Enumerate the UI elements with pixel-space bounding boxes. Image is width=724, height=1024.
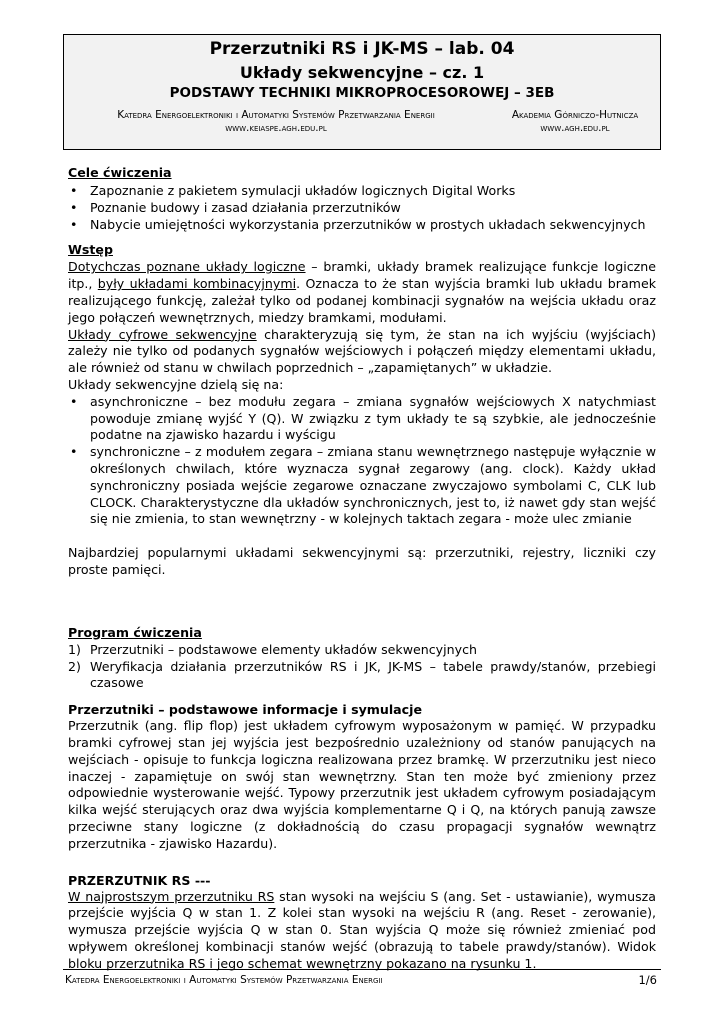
university-block [496, 109, 654, 135]
underlined-term: Układy cyfrowe sekwencyjne [68, 326, 257, 342]
text-run: . Oznacza to że stan wyjścia bramki lub układu bramek realizującego funkcję, zależał tylko od podanej kombinacji sygnałów na wejścia układu oraz jego połączeń wewnętrznych, miedzy bramkami, modułami. [68, 276, 656, 325]
text-run: charakteryzują się tym, że stan na ich wyjściu (wyjściach) zależy nie tylko od podanych sygnałów wejściowych i połączeń między elementami układu, ale również od stanu w chwilach poprzednich – „zapamiętanych” w układzie. [68, 326, 656, 376]
flipflop-paragraph: Przerzutnik (ang. flip flop) jest układem cyfrowym wyposażonym w pamięć. W przypadku bramki cyfrowej stan jej wyjścia jest bezpośrednio uzależniony od stanów panujących na wejściach - opisuje to funkcja logiczna realizowana przez bramkę. W przerzutniku jest nieco inaczej - zapamiętuje on swój stan wewnętrzny. Stan ten może być zmieniony przez odpowiednie wysterowanie wejść. Typowy przerzutnik jest układem cyfrowym posiadającym kilka wejść sterujących oraz dwa wyjścia komplementarne Q i Q, na których panują zawsze przeciwne stany logiczne (z dokładnością do czasu propagacji sygnałów wewnątrz przerzutnika - zjawisko Hazardu). [68, 718, 656, 851]
text-run: stan wysoki na wejściu S (ang. Set - ustawianie), wymusza przejście wyjścia Q w stan 1. Z kolei stan wysoki na wejściu R (ang. Reset - zerowanie), wymusza przejście wyjścia Q w stan 0. Stan wyjścia Q może się również zmieniać pod wpływem określonej kombinacji stanów wejść (obrazują to tabele prawdy/stanów). Widok bloku przerzutnika RS i jego schemat wewnętrzny pokazano na rysunku 1. [68, 888, 656, 971]
underlined-term: były układami kombinacyjnymi [97, 276, 297, 292]
list-item: • synchroniczne – z modułem zegara – zmiana stanu wewnętrznego następuje wyłącznie w określonych chwilach, które wyznacza sygnał zegarowy (ang. clock). Każdy układ synchroniczny posiada wejście zegarowe oznaczane zwyczajowo symbolami C, CLK lub CLOCK. Charakterystyczne dla układów synchronicznych, jest to, iż nawet gdy stan wejść się nie zmienia, to stan wewnętrzny - w kolejnych taktach zegara - może ulec zmianie [68, 444, 656, 528]
sequential-types-list [68, 394, 656, 528]
intro-paragraph-4: Najbardziej popularnymi układami sekwencyjnymi są: przerzutniki, rejestry, liczniki czy proste pamięci. [68, 545, 656, 577]
course-title: PODSTAWY TECHNIKI MIKROPROCESOROWEJ – 3EB [169, 85, 555, 101]
list-text: Przerzutniki – podstawowe elementy układów sekwencyjnych [90, 641, 477, 657]
footer-department: Katedra Energoelektroniki i Automatyki Systemów Przetwarzania Energii [65, 974, 383, 986]
list-item: • Nabycie umiejętności wykorzystania przerzutników w prostych układach sekwencyjnych [68, 217, 656, 234]
department-url: www.keiaspe.agh.edu.pl [225, 122, 327, 134]
section-heading-przerzutniki: Przerzutniki – podstawowe informacje i symulacje [68, 702, 423, 718]
goals-list [68, 183, 656, 233]
program-list [68, 642, 656, 692]
page-footer [63, 969, 661, 987]
list-item: • Zapoznanie z pakietem symulacji układów logicznych Digital Works [68, 183, 656, 200]
list-text: Weryfikacja działania przerzutników RS i JK, JK-MS – tabele prawdy/stanów, przebiegi czasowe [90, 658, 656, 691]
department-name: Katedra Energoelektroniki i Automatyki Systemów Przetwarzania Energii [117, 109, 435, 121]
page-number: 1/6 [638, 973, 657, 987]
intro-paragraph-2 [68, 327, 656, 377]
lab-subtitle: Układy sekwencyjne – cz. 1 [239, 63, 485, 82]
section-heading-wstep: Wstęp [68, 242, 113, 258]
list-item: • asynchroniczne – bez modułu zegara – zmiana sygnałów wejściowych X natychmiast powoduje zmianę wyjść Y (Q). W związku z tym układy te są szybkie, ale jednocześnie podatne na zjawisko hazardu i wyścigu [68, 394, 656, 444]
underlined-term: W najprostszym przerzutniku RS [68, 888, 275, 904]
intro-paragraph-1 [68, 259, 656, 326]
lab-title: Przerzutniki RS i JK-MS – lab. 04 [209, 39, 515, 59]
intro-paragraph-3: Układy sekwencyjne dzielą się na: [68, 376, 284, 392]
list-item [68, 659, 656, 693]
list-item: • Poznanie budowy i zasad działania przerzutników [68, 200, 656, 217]
list-number: 1) [68, 641, 81, 657]
document-body [68, 164, 656, 972]
list-number: 2) [68, 658, 81, 674]
university-name: Akademia Górniczo-Hutnicza [511, 109, 639, 121]
university-url: www.agh.edu.pl [540, 122, 610, 134]
underlined-term: Dotychczas poznane układy logiczne [68, 259, 306, 275]
section-heading-program: Program ćwiczenia [68, 624, 202, 640]
section-heading-rs: PRZERZUTNIK RS --- [68, 872, 211, 888]
rs-paragraph [68, 889, 656, 973]
list-item [68, 642, 656, 659]
section-heading-cele: Cele ćwiczenia [68, 165, 172, 180]
text-run: – bramki, układy bramek realizujące funkcje logiczne itp., [68, 259, 657, 292]
document-header [63, 34, 661, 150]
department-block [76, 109, 476, 135]
